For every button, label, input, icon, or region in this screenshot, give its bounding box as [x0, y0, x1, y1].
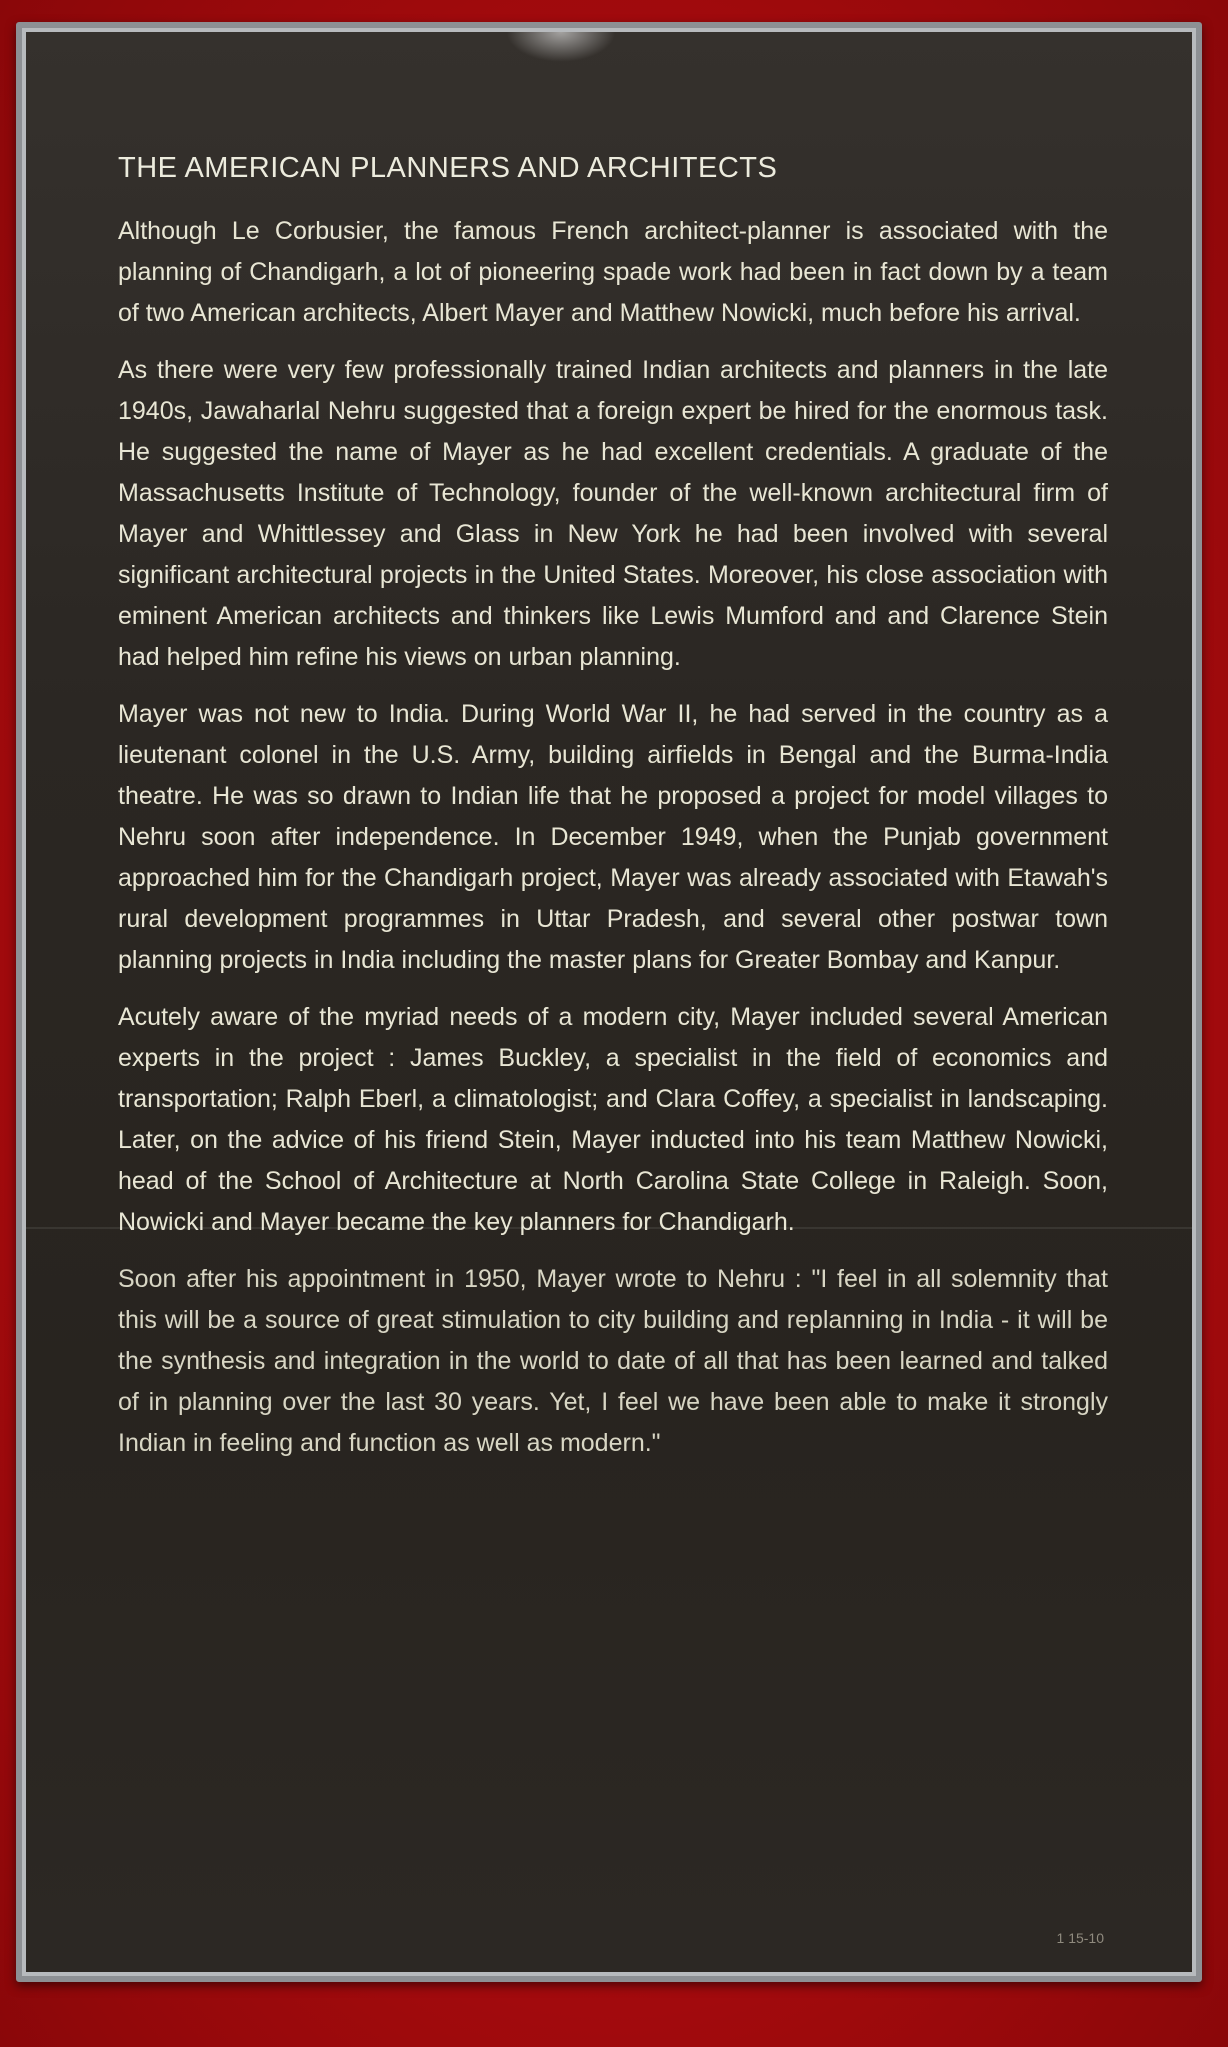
paragraph-4: Acutely aware of the myriad needs of a modern city, Mayer included several American experts in the project : James Buckley, a specialist in the field of economics and transportation; Ralph Eberl, a climatologist; and Clara Coffey, a specialist in landscaping. Later, on the advice of his friend Stein, Mayer inducted into his team Matthew Nowicki, head of the School of Architecture at North Carolina State College in Raleigh. Soon, Nowicki and Mayer became the key planners for Chandigarh.: [118, 1003, 1108, 1236]
paragraph-5: Soon after his appointment in 1950, Mayer wrote to Nehru : "I feel in all solemnity that this will be a source of great stimulation to city building and replanning in India - it will be the synthesis and integration in the world to date of all that has been learned and talked of in planning over the last 30 years. Yet, I feel we have been able to make it strongly Indian in feeling and function as well as modern.": [118, 1265, 1108, 1457]
panel-number-stamp: 1 15-10: [1056, 1930, 1104, 1946]
plaque-content: [118, 152, 1108, 1480]
plaque-title: THE AMERICAN PLANNERS AND ARCHITECTS: [118, 152, 778, 184]
paragraph-1: Although Le Corbusier, the famous French architect-planner is associated with the planning of Chandigarh, a lot of pioneering spade work had been in fact down by a team of two American architects, Albert Mayer and Matthew Nowicki, much before his arrival.: [118, 217, 1108, 327]
plaque-frame: [16, 22, 1202, 1982]
plaque-board: [26, 32, 1192, 1972]
paragraph-3: Mayer was not new to India. During World War II, he had served in the country as a lieutenant colonel in the U.S. Army, building airfields in Bengal and the Burma-India theatre. He was so drawn to Indian life that he proposed a project for model villages to Nehru soon after independence. In December 1949, when the Punjab government approached him for the Chandigarh project, Mayer was already associated with Etawah's rural development programmes in Uttar Pradesh, and several other postwar town planning projects in India including the master plans for Greater Bombay and Kanpur.: [118, 700, 1108, 974]
paragraph-2: As there were very few professionally trained Indian architects and planners in the late 1940s, Jawaharlal Nehru suggested that a foreign expert be hired for the enormous task. He suggested the name of Mayer as he had excellent credentials. A graduate of the Massachusetts Institute of Technology, founder of the well-known architectural firm of Mayer and Whittlessey and Glass in New York he had been involved with several significant architectural projects in the United States. Moreover, his close association with eminent American architects and thinkers like Lewis Mumford and and Clarence Stein had helped him refine his views on urban planning.: [118, 356, 1108, 671]
